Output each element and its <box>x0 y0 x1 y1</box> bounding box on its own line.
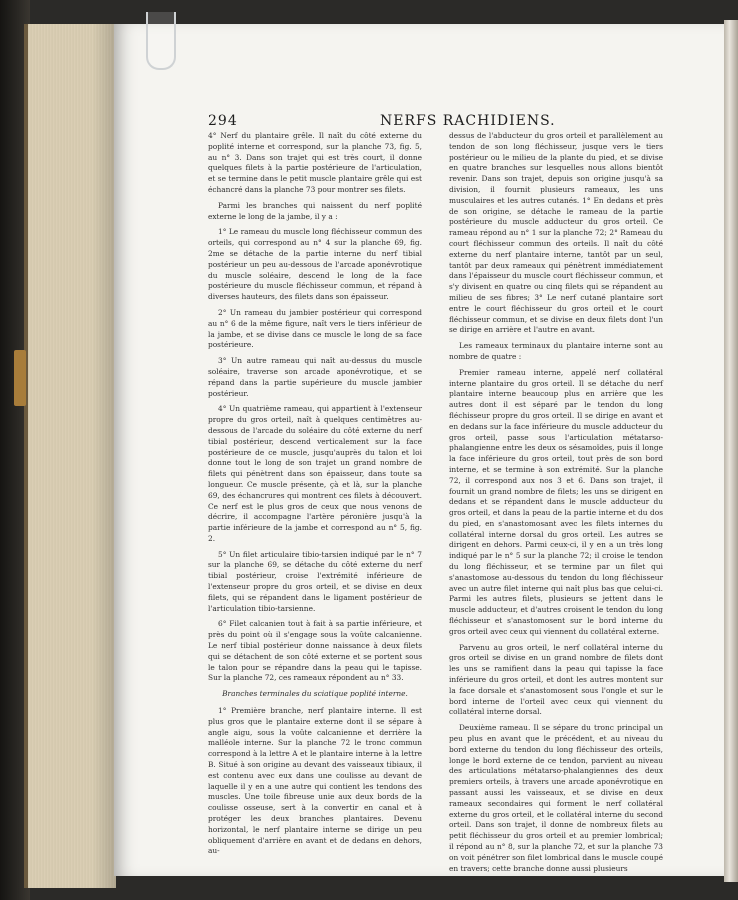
page-stack-edges <box>24 24 116 888</box>
right-column <box>449 131 663 879</box>
paragraph: 1° Le rameau du muscle long fléchisseur commun des orteils, qui correspond au n° 4 sur la planche 69, fig. 2me se détache de la partie interne du nerf tibial postérieur un peu au-dessous de l'arcade aponévrotique du muscle soléaire, descend le long de la face postérieure du muscle fléchisseur commun, et répand à diverses hauteurs, des filets dans son épaisseur. <box>208 227 422 302</box>
paragraph: dessus de l'abducteur du gros orteil et parallèlement au tendon de son long fléchisseur, jusque vers le tiers postérieur ou le milieu de la plante du pied, et se divise en quatre branches sur lesquelles nous allons bientôt revenir. Dans son trajet, depuis son origine jusqu'à sa division, il fournit plusieurs rameaux, les uns musculaires et les autres cutanés. 1° En dedans et près de son origine, se détache le rameau de la partie postérieure du muscle adducteur du gros orteil. Ce rameau répond au n° 1 sur la planche 72; 2° Rameau du court fléchisseur commun des orteils. Il naît du côté externe du nerf plantaire interne, tantôt par un seul, tantôt par deux rameaux qui pénètrent immédiatement dans l'épaisseur du muscle court fléchisseur commun, et s'y divisent en quatre ou cinq filets qui se répandent au milieu de ses fibres; 3° Le nerf cutané plantaire sort entre le court fléchisseur du gros orteil et le court fléchisseur commun, et se divise en deux filets dont l'un se dirige en arrière et l'autre en avant. <box>449 131 663 335</box>
paragraph: Premier rameau interne, appelé nerf collatéral interne plantaire du gros orteil. Il se détache du nerf plantaire interne beaucoup plus en arrière que les autres dont il est séparé par le tendon du long fléchisseur propre du gros orteil. Il se dirige en avant et en dedans sur la face inférieure du muscle adducteur du gros orteil, passe sous l'articulation métatarso-phalangienne entre les deux os sésamoïdes, puis il longe la face inférieure du gros orteil, tout près de son bord interne, et se termine à son extrémité. Sur la planche 72, il correspond aux nos 3 et 6. Dans son trajet, il fournit un grand nombre de filets; les uns se dirigent en dedans et se répandent dans le muscle adducteur du gros orteil, et dans la peau de la partie interne et du dos du pied, en s'anastomosant avec les filets internes du collatéral interne dorsal du gros orteil. Les autres se dirigent en dehors. Parmi ceux-ci, il y en a un très long indiqué par le n° 5 sur la planche 72; il croise le tendon du long fléchisseur, et se termine par un filet qui s'anastomose au-dessous du tendon du long fléchisseur avec un autre filet interne qui naît plus bas que celui-ci. Parmi les autres filets, plusieurs se jettent dans le muscle adducteur, et d'autres croisent le tendon du long fléchisseur et s'anastomosent sur le bord interne du gros orteil avec ceux qui viennent du collatéral externe. <box>449 367 663 636</box>
paragraph: 6° Filet calcanien tout à fait à sa partie inférieure, et près du point où il s'engage sous la voûte calcanienne. Le nerf tibial postérieur donne naissance à deux filets qui se détachent de son côté externe et se portent sous le talon pour se répandre dans la peau qui le tapisse. Sur la planche 72, ces rameaux répondent au n° 33. <box>208 619 422 683</box>
paragraph: 4° Nerf du plantaire grêle. Il naît du côté externe du poplité interne et correspond, sur la planche 73, fig. 5, au n° 3. Dans son trajet qui est très court, il donne quelques filets à la partie postérieure de l'articulation, et se termine dans le petit muscle plantaire grêle qui est échancré dans la planche 73 pour montrer ses filets. <box>208 131 422 194</box>
running-title: NERFS RACHIDIENS. <box>380 113 556 129</box>
paragraph: Parvenu au gros orteil, le nerf collatéral interne du gros orteil se divise en un grand nombre de filets dont les uns se ramifient dans la peau qui tapisse la face inférieure du gros orteil, et dont les autres montent sur la face dorsale et s'anastomosent sous l'ongle et sur le bord interne de l'orteil avec ceux qui viennent du collatéral interne dorsal. <box>449 642 663 717</box>
paragraph: Deuxième rameau. Il se sépare du tronc principal un peu plus en avant que le précédent, et au niveau du bord externe du tendon du long fléchisseur des orteils, longe le bord externe de ce tendon, parvient au niveau des articulations métatarso-phalangiennes des deux premiers orteils, à travers une arcade aponévrotique en passant aussi les vaisseaux, et se divise en deux rameaux secondaires qui forment le nerf collatéral externe du gros orteil, et le collatéral interne du second orteil. Dans son trajet, il donne de nombreux filets au petit fléchisseur du gros orteil et au premier lombrical; il répond au n° 8, sur la planche 72, et sur la planche 73 on voit pénétrer son filet lombrical dans le muscle coupé en travers; cette branche donne aussi plusieurs <box>449 723 663 873</box>
page-header <box>208 113 686 133</box>
left-column <box>208 131 422 862</box>
paragraph: 4° Un quatrième rameau, qui appartient à l'extenseur propre du gros orteil, naît à quelques centimètres au-dessous de l'arcade du soléaire du côté externe du nerf tibial postérieur, descend verticalement sur la face postérieure de ce muscle, jusqu'auprès du talon et loi donne tout le long de son trajet un grand nombre de filets qui pénètrent dans son épaisseur, dans toute sa longueur. Ce muscle présente, çà et là, sur la planche 69, des échancrures qui montrent ces filets à découvert. Ce nerf est le plus gros de ceux que nous venons de décrire, il accompagne l'artère péronière jusqu'à la partie inférieure de la jambe et correspond au n° 5, fig. 2. <box>208 404 422 543</box>
paragraph: Parmi les branches qui naissent du nerf poplité externe le long de la jambe, il y a : <box>208 200 422 221</box>
section-subheading: Branches terminales du sciatique poplité interne. <box>222 689 408 699</box>
bookmark-tab <box>14 350 26 406</box>
paragraph: 3° Un autre rameau qui naît au-dessus du muscle soléaire, traverse son arcade aponévrotique, et se répand dans la partie supérieure du muscle jambier postérieur. <box>208 356 422 398</box>
page-clip-icon <box>146 12 176 70</box>
paragraph: 5° Un filet articulaire tibio-tarsien indiqué par le n° 7 sur la planche 69, se détache du côté externe du nerf tibial postérieur, croise l'extrémité inférieure de l'extenseur propre du gros orteil, et se divise en deux filets, qui se répandent dans le ligament postérieur de l'articulation tibio-tarsienne. <box>208 549 422 613</box>
paragraph: 2° Un rameau du jambier postérieur qui correspond au n° 6 de la même figure, naît vers le tiers inférieur de la jambe, et se divise dans ce muscle le long de sa face postérieure. <box>208 307 422 350</box>
right-page-edge <box>724 20 738 882</box>
paragraph: 1° Première branche, nerf plantaire interne. Il est plus gros que le plantaire externe dont il se sépare à angle aigu, sous la voûte calcanienne et derrière la malléole interne. Sur la planche 72 le tronc commun correspond à la lettre A et le plantaire interne à la lettre B. Situé à son origine au devant des vaisseaux tibiaux, il est contenu avec eux dans une coulisse au devant de laquelle il y en a une autre qui contient les tendons des muscles. Une toile fibreuse unie aux deux bords de la coulisse osseuse, sert à la convertir en canal et à protéger les deux branches plantaires. Devenu horizontal, le nerf plantaire interne se dirige un peu obliquement d'arrière en avant et de dedans en dehors, au- <box>208 706 422 856</box>
paragraph: Les rameaux terminaux du plantaire interne sont au nombre de quatre : <box>449 341 663 361</box>
page-number: 294 <box>208 113 238 129</box>
